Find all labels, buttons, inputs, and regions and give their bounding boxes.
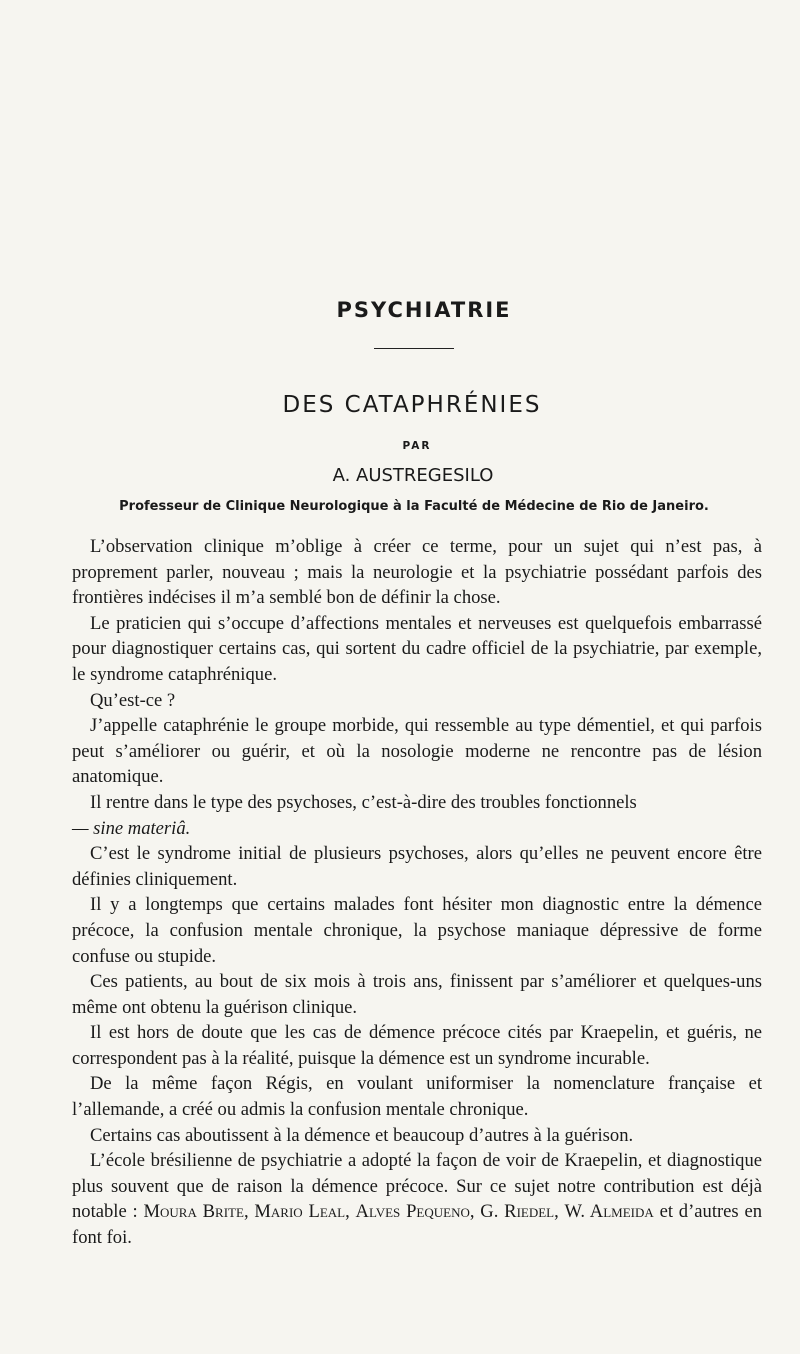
cited-name: Mario Leal xyxy=(254,1201,346,1223)
paragraph: Il est hors de doute que les cas de démence précoce cités par Kraepelin, et guéris, ne correspondent pas à la réalité, puisque la démence est un syndrome incurable. xyxy=(72,1022,762,1069)
paragraph: Il rentre dans le type des psychoses, c’est-à-dire des troubles fonctionnels xyxy=(90,791,637,813)
byline-par: PAR xyxy=(402,440,432,452)
author-name: A. AUSTREGESILO xyxy=(332,465,494,486)
paragraph: Certains cas aboutissent à la démence et beaucoup d’autres à la guérison. xyxy=(90,1124,634,1146)
author-affiliation: Professeur de Clinique Neurologique à la Faculté de Médecine de Rio de Janeiro. xyxy=(119,499,709,514)
cited-name: G. Riedel xyxy=(480,1201,555,1223)
paragraph: J’appelle cataphrénie le groupe morbide, qui ressemble au type démentiel, et qui parfois peut s’améliorer ou guérir, et où la nosologie moderne ne rencontre pas de lésion anatomique. xyxy=(72,715,762,788)
paragraph: Ces patients, au bout de six mois à trois ans, finissent par s’améliorer et quelques-uns même ont obtenu la guérison clinique. xyxy=(72,971,762,1018)
paragraph: Qu’est-ce ? xyxy=(90,689,176,711)
cited-name: Moura Brite xyxy=(143,1201,244,1223)
paragraph-italic xyxy=(72,816,762,842)
paragraph: Il y a longtemps que certains malades font hésiter mon diagnostic entre la démence précoce, la confusion mentale chronique, la psychose maniaque dépressive de forme confuse ou stupide. xyxy=(72,894,762,967)
paragraph-tail: et d’autres en font foi. xyxy=(72,1201,763,1249)
paragraph: L’observation clinique m’oblige à créer ce terme, pour un sujet qui n’est pas, à proprement parler, nouveau ; mais la neurologie et la psychiatrie possédant parfois des frontières indécises il m’a semblé bon de définir la chose. xyxy=(72,536,762,609)
title-divider xyxy=(374,348,454,349)
article-body xyxy=(72,534,762,1251)
sine-materia: — sine materiâ. xyxy=(72,817,191,839)
paragraph: C’est le syndrome initial de plusieurs psychoses, alors qu’elles ne peuvent encore être définies cliniquement. xyxy=(72,843,762,890)
paragraph: De la même façon Régis, en voulant uniformiser la nomenclature française et l’allemande, a créé ou admis la confusion mentale chronique. xyxy=(72,1073,762,1121)
paragraph: Le praticien qui s’occupe d’affections mentales et nerveuses est quelquefois embarrassé pour diagnostiquer certains cas, qui sortent du cadre officiel de la psychiatrie, par exemple, le syndrome cataphrénique. xyxy=(72,612,762,685)
article-title: DES CATAPHRÉNIES xyxy=(282,392,542,418)
cited-name: W. Almeida xyxy=(564,1201,654,1223)
section-title: PSYCHIATRIE xyxy=(336,298,512,322)
paragraph-text: L’école brésilienne de psychiatrie a adopté la façon de voir de Kraepelin, et diagnostique plus souvent que de raison la démence précoce. Sur ce sujet notre contribution est déjà notable : xyxy=(72,1150,762,1223)
cited-name: Alves Pequeno xyxy=(355,1201,470,1223)
paragraph-last: L’école brésilienne de psychiatrie a adopté la façon de voir de Kraepelin, et diagnostique plus souvent que de raison la démence précoce. Sur ce sujet notre contribution est déjà notable : Moura Brite, Mario Leal, Alves Pequeno, G. Riedel, W. Almeida et d’autres en font foi. xyxy=(72,1150,763,1249)
